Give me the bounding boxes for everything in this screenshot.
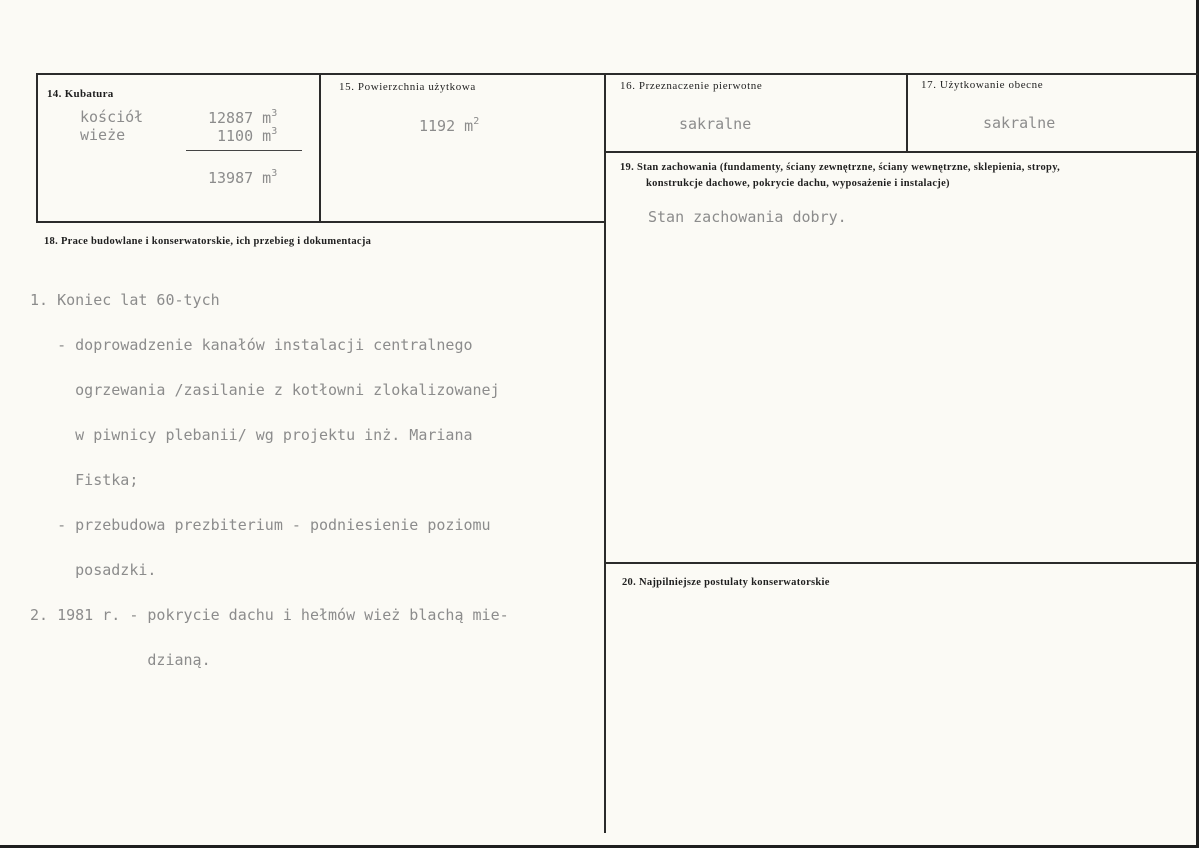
current-use-value: sakralne [983, 114, 1056, 132]
section-19-label-line1: 19. Stan zachowania (fundamenty, ściany zewnętrzne, ściany wewnętrzne, sklepienia, stropy, [620, 162, 1061, 173]
works-line: w piwnicy plebanii/ wg projektu inż. Mariana [30, 426, 473, 444]
works-line: 2. 1981 r. - pokrycie dachu i hełmów wież blachą mie- [30, 606, 509, 624]
kubatura-row2-value: 1100 $m^3$ [217, 126, 278, 145]
left-rule-14 [36, 73, 38, 223]
works-line: - doprowadzenie kanałów instalacji centralnego [30, 336, 473, 354]
section-18-label: 18. Prace budowlane i konserwatorskie, ich przebieg i dokumentacja [44, 236, 372, 247]
original-purpose-value: sakralne [679, 115, 752, 133]
section-17-label: 17. Użytkowanie obecne [921, 79, 1044, 91]
kubatura-sum-rule [186, 150, 302, 151]
usable-area-value: 1192 $m^2$ [419, 116, 480, 135]
kubatura-total-value: 13987 $m^3$ [208, 168, 278, 187]
kubatura-row1-name: kościół [80, 108, 144, 126]
section-19-label-line2: konstrukcje dachowe, pokrycie dachu, wyposażenie i instalacje) [646, 178, 950, 189]
rule-below-19 [606, 562, 1198, 564]
section-20-label: 20. Najpilniejsze postulaty konserwatorskie [622, 577, 830, 588]
condition-value: Stan zachowania dobry. [648, 208, 847, 226]
works-line: Fistka; [30, 471, 139, 489]
divider-14-15 [319, 73, 321, 223]
divider-16-17 [906, 73, 908, 153]
section-16-label: 16. Przeznaczenie pierwotne [620, 80, 763, 92]
works-line: ogrzewania /zasilanie z kotłowni zlokalizowanej [30, 381, 500, 399]
works-line: 1. Koniec lat 60-tych [30, 291, 220, 309]
rule-below-16-17 [606, 151, 1198, 153]
rule-below-15 [36, 221, 606, 223]
kubatura-row2-name: wieże [80, 126, 126, 144]
section-14-label: 14. Kubatura [47, 88, 114, 100]
kubatura-row1-value: 12887 $m^3$ [208, 108, 278, 127]
divider-left-right [604, 73, 606, 833]
works-line: posadzki. [30, 561, 157, 579]
top-rule [36, 73, 1198, 75]
works-text [30, 263, 509, 698]
works-line: dzianą. [30, 651, 211, 669]
works-line: - przebudowa prezbiterium - podniesienie poziomu [30, 516, 491, 534]
section-15-label: 15. Powierzchnia użytkowa [339, 81, 476, 93]
